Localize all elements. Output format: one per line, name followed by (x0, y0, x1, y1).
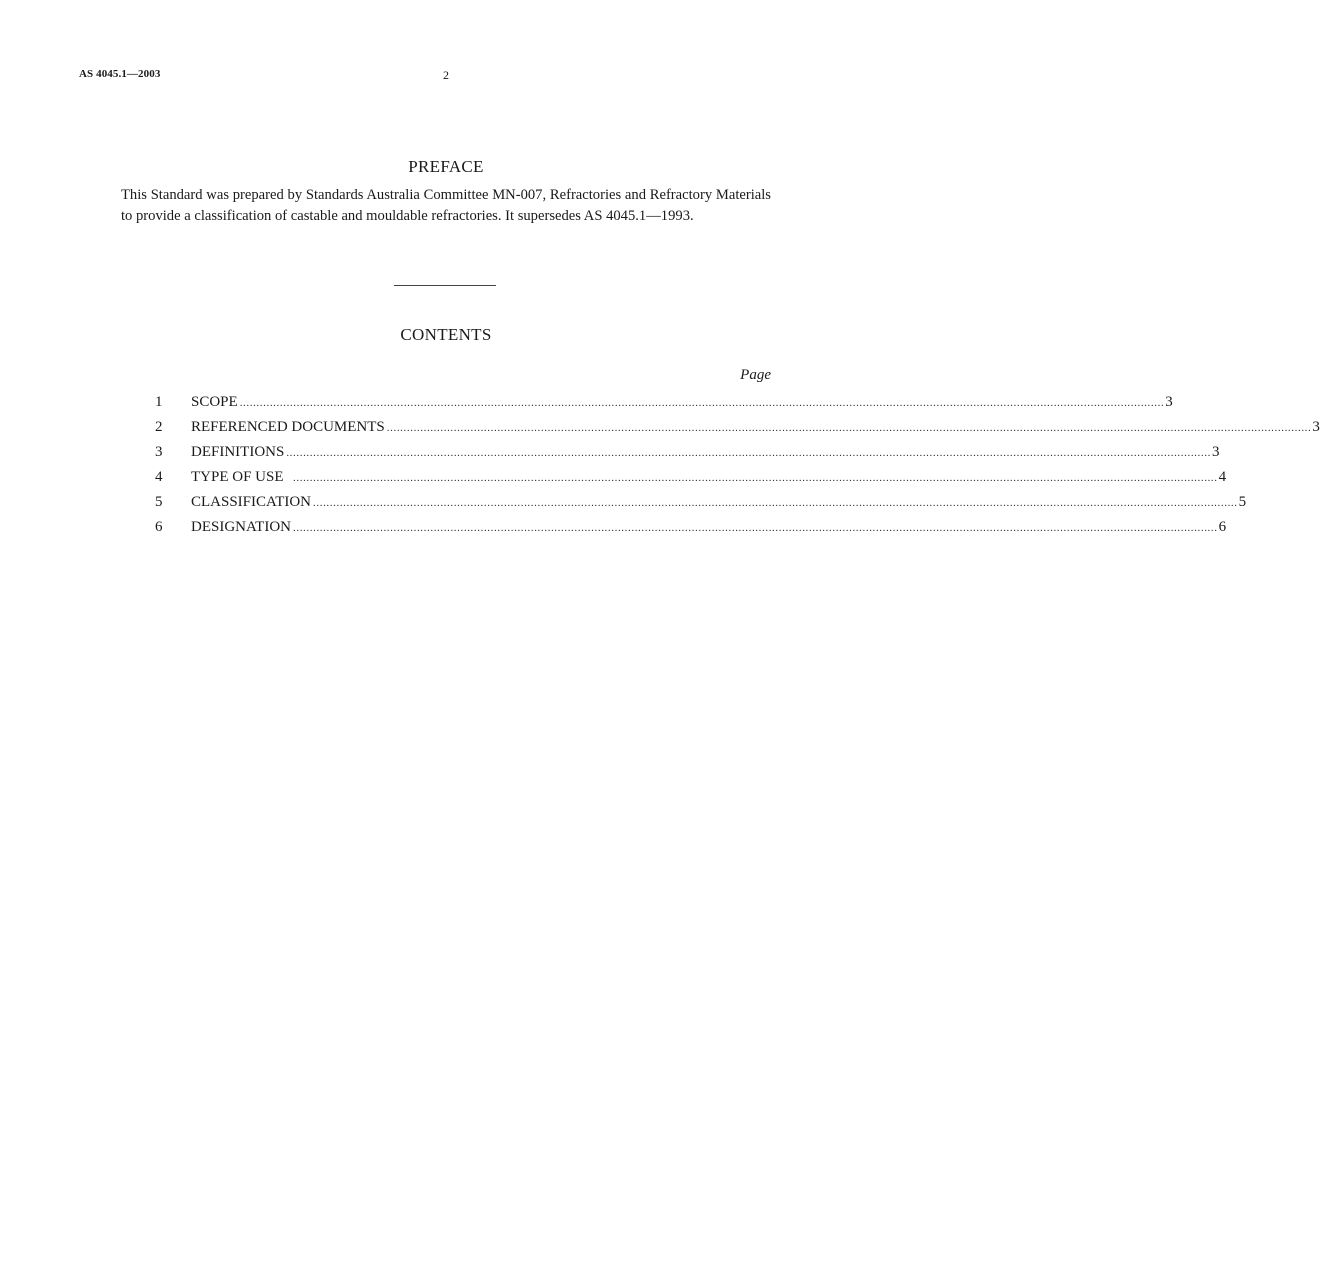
toc-entry-number: 4 (155, 469, 163, 485)
toc-entry-page: 6 (1218, 519, 1227, 535)
preface-body: This Standard was prepared by Standards Australia Committee MN-007, Refractories and Refractory Materials to provide a classification of castable and mouldable refractories. It supersedes AS 4045.1—1993. (121, 187, 771, 224)
toc-dot-leader: .................................................................................................................................................................................................................................................................................... (293, 472, 1218, 484)
toc-entry-page: 3 (1165, 394, 1173, 410)
toc-entry-title: DESIGNATION (191, 519, 291, 535)
toc-entry-title: CLASSIFICATION (191, 494, 312, 510)
toc-dot-leader: .................................................................................................................................................................................................................................................................................... (286, 447, 1211, 459)
toc-entry-number: 6 (155, 519, 163, 535)
toc-dot-leader: .................................................................................................................................................................................................................................................................................... (386, 422, 1312, 434)
toc-entry-title: TYPE OF USE (191, 469, 292, 485)
toc-dot-leader: .................................................................................................................................................................................................................................................................................... (293, 522, 1218, 534)
toc-entry-page: 3 (1312, 419, 1320, 435)
toc-entry-number: 2 (155, 419, 163, 435)
toc-entry-referenced-documents[interactable] (152, 415, 1320, 440)
page-column-label: Page (740, 367, 771, 383)
toc-entry-number: 1 (155, 394, 163, 410)
page-number: 2 (443, 68, 449, 82)
preface-title: PREFACE (408, 157, 484, 176)
toc-entry-title: DEFINITIONS (191, 444, 285, 460)
toc-entry-page: 5 (1238, 494, 1247, 510)
contents-title: CONTENTS (400, 325, 492, 344)
toc-entry-title: SCOPE (191, 394, 238, 410)
standard-number-header: AS 4045.1—2003 (79, 68, 161, 80)
toc-dot-leader: .................................................................................................................................................................................................................................................................................... (313, 497, 1238, 509)
toc-dot-leader: .................................................................................................................................................................................................................................................................................... (239, 397, 1165, 409)
section-divider (394, 285, 496, 286)
toc-entry-number: 5 (155, 494, 163, 510)
toc-entry-page: 4 (1218, 469, 1227, 485)
toc-entry-page: 3 (1211, 444, 1220, 460)
toc-entry-number: 3 (155, 444, 163, 460)
toc-entry-title: REFERENCED DOCUMENTS (191, 419, 385, 435)
toc-entry-scope[interactable] (152, 390, 1173, 415)
table-of-contents (152, 390, 1320, 540)
toc-entry-definitions[interactable] (152, 440, 1220, 465)
toc-entry-classification[interactable] (152, 490, 1247, 515)
toc-entry-designation[interactable] (152, 515, 1227, 540)
toc-entry-type-of-use[interactable] (152, 465, 1227, 490)
